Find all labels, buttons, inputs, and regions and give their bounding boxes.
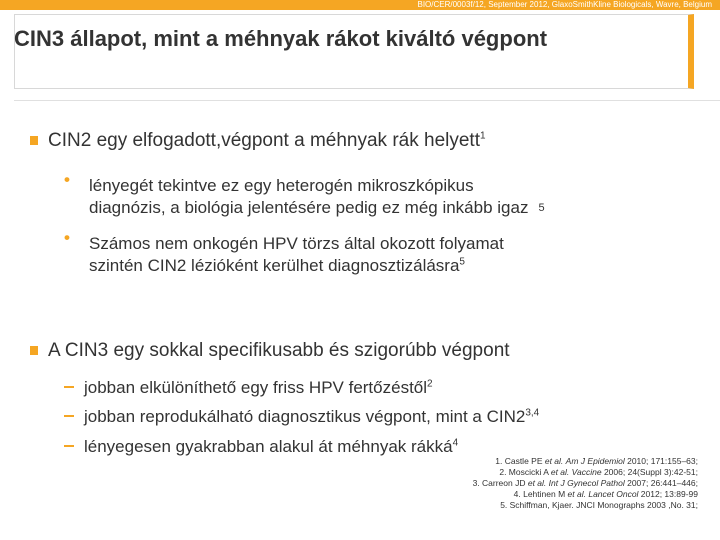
bullet-1-sup: 5 xyxy=(538,202,545,214)
square-bullet-icon xyxy=(30,136,38,145)
section-2-item-3-text: lényegesen gyakrabban alakul át méhnyak rákká xyxy=(84,437,453,456)
section-2-item-1 xyxy=(84,377,433,399)
section-1-sup: 1 xyxy=(479,130,486,142)
document-code: BIO/CER/0003f/12, September 2012, GlaxoSmithKline Biologicals, Wavre, Belgium xyxy=(417,0,712,9)
section-2-heading xyxy=(48,340,510,362)
references xyxy=(473,456,698,511)
reference-item: 4. Lehtinen M et al. Lancet Oncol 2012; 13:89-99 xyxy=(513,489,698,499)
section-2-item-3 xyxy=(84,436,458,458)
dot-bullet-icon: • xyxy=(64,228,70,247)
section-2-item-1-text: jobban elkülöníthető egy friss HPV fertőzéstől xyxy=(84,378,428,397)
bullet-2-line-1: Számos nem onkogén HPV törzs által okozott folyamat xyxy=(89,234,504,253)
dash-bullet-icon xyxy=(64,415,74,417)
bullet-2-line-2: szintén CIN2 lézióként kerülhet diagnosztizálásra xyxy=(89,256,460,275)
reference-item: 2. Moscicki A et al. Vaccine 2006; 24(Suppl 3):42-51; xyxy=(499,467,698,477)
reference-item: 5. Schiffman, Kjaer. JNCI Monographs 2003 ,No. 31; xyxy=(500,500,698,510)
bullet-1-line-1: lényegét tekintve ez egy heterogén mikroszkópikus xyxy=(89,176,474,195)
section-2-item-1-sup: 2 xyxy=(427,378,433,390)
divider xyxy=(14,100,720,101)
section-1-heading xyxy=(48,130,486,152)
reference-item: 1. Castle PE et al. Am J Epidemiol 2010; 171:155–63; xyxy=(495,456,698,466)
section-2-item-2-sup: 3,4 xyxy=(525,407,540,419)
top-accent-bar xyxy=(0,0,720,10)
page-title: CIN3 állapot, mint a méhnyak rákot kiváltó végpont xyxy=(14,26,548,51)
dot-bullet-icon: • xyxy=(64,170,70,189)
bullet-1 xyxy=(89,175,545,219)
section-2-item-3-sup: 4 xyxy=(452,437,459,449)
square-bullet-icon xyxy=(30,346,38,355)
reference-item: 3. Carreon JD et al. Int J Gynecol Pathol 2007; 26:441–446; xyxy=(472,478,698,488)
section-2-item-2-text: jobban reprodukálható diagnosztikus végpont, mint a CIN2 xyxy=(84,407,526,426)
bullet-2-sup: 5 xyxy=(459,256,465,268)
bullet-1-line-2: diagnózis, a biológia jelentésére pedig ez még inkább igaz xyxy=(89,198,529,217)
dash-bullet-icon xyxy=(64,445,74,447)
section-2-item-2 xyxy=(84,406,539,428)
dash-bullet-icon xyxy=(64,386,74,388)
bullet-2 xyxy=(89,233,504,277)
section-1-text: CIN2 egy elfogadott,végpont a méhnyak rák helyett xyxy=(48,130,480,151)
section-2-text: A CIN3 egy sokkal specifikusabb és szigorúbb végpont xyxy=(48,340,510,361)
